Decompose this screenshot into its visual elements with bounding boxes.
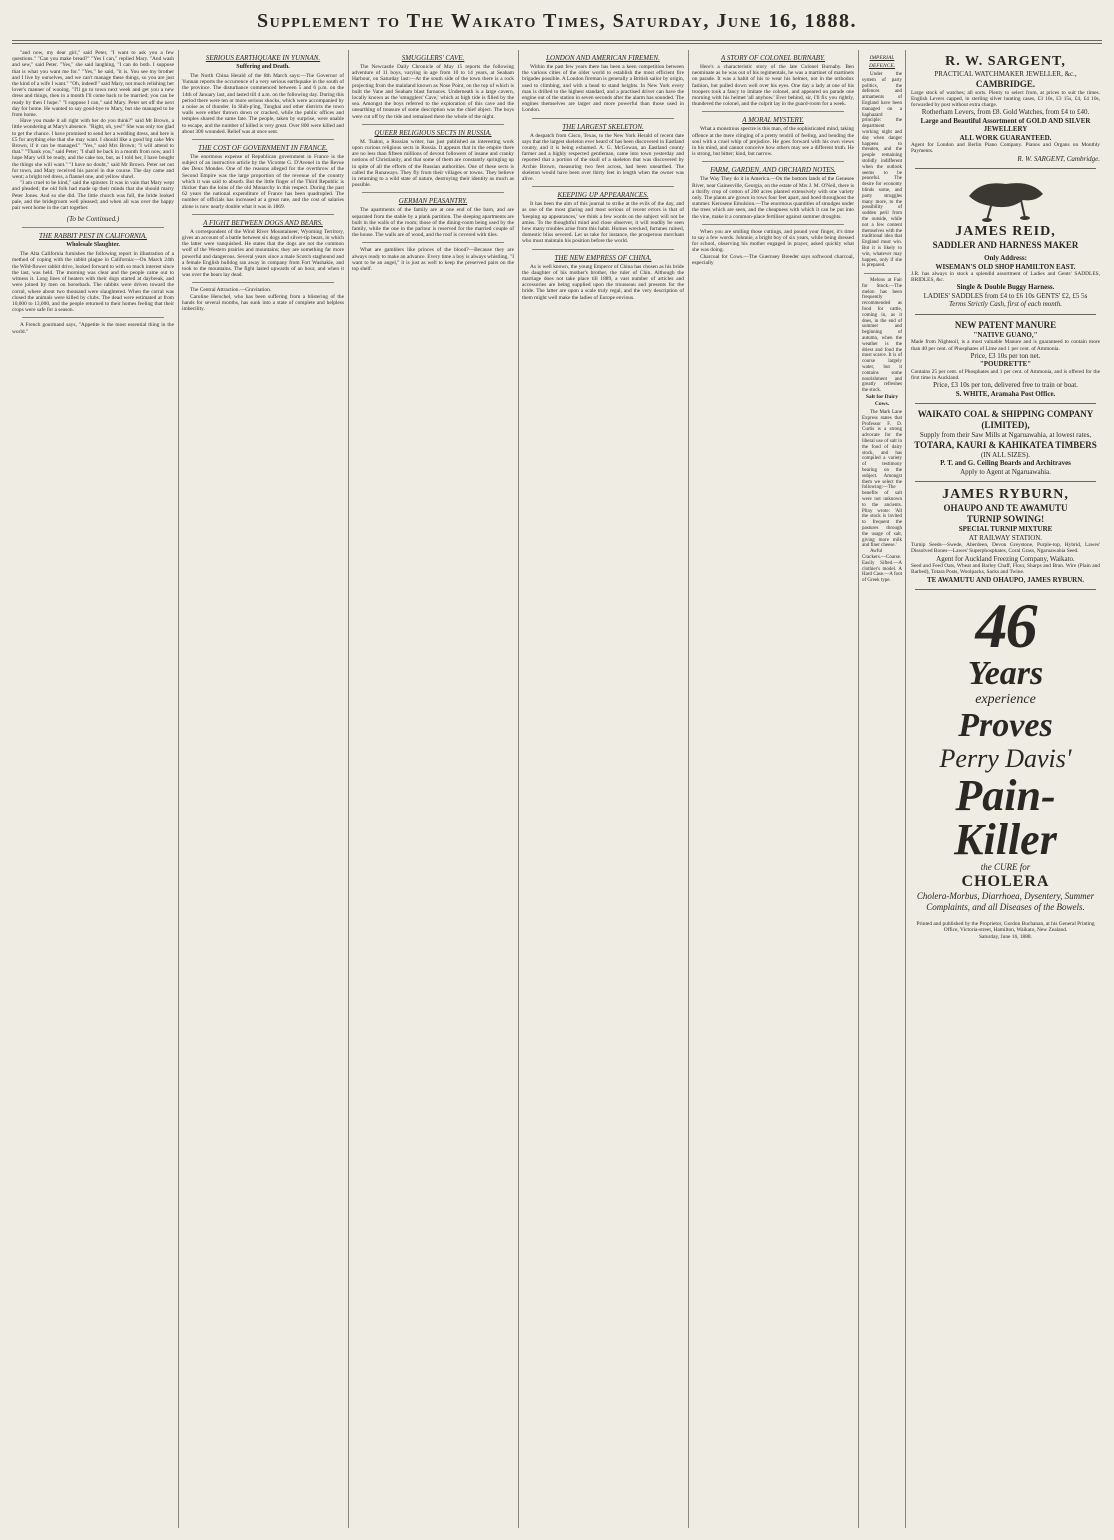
advert-manure-price: Price, £3 10s per ton net. (970, 351, 1041, 360)
article-text: The North China Herald of the 8th March says:—The Governor of Yunnan reports the occurrence of a very serious earthquake in the south of the province. The disturbance commenced between 5 and 6 p.m. on the 14th of January last, and lasted till 4 a.m. on the following day. During this period there were ten or more serious shocks, which were accompanied by a noise as of thunder. In Shih-p'ing, Tunghai and other districts the town walls were either thrown down or cracked, while the public offices and temples shared the same fate. The people, taken by surprise, were unable to escape, and the number of killed is very great. Over 800 were killed and about 300 wounded. Relief was at once sent. (182, 73, 344, 135)
pd-cure: the CURE for (980, 862, 1031, 873)
section-rule (192, 282, 334, 283)
column-rule (905, 50, 906, 1528)
advert-reid-body: J.R. has always in stock a splendid assortment of Ladies and Gents' SADDLES, BRIDLES, &c. (911, 271, 1100, 284)
advert-ryburn-turnip: TURNIP SOWING! (966, 514, 1045, 525)
article-text: Melons at Fair for Stock.—The melon has been frequently recommended as food for cattle, coming in, as it does, in the end of summer and beginning of autumn, when the weather is the driest and food the most scarce. It is of course largely water, but it contains some nourishment and greatly refreshes the stock. (862, 278, 902, 394)
headline-smugglers-cave: SMUGGLERS' CAVE. (401, 54, 465, 62)
advert-ryburn-signature: TE AWAMUTU AND OHAUPO, JAMES RYBURN. (926, 575, 1085, 584)
advert-reid-shop: WISEMAN'S OLD SHOP HAMILTON EAST. (935, 262, 1076, 271)
article-text: A despatch from Cisco, Texas, to the New York Herald of recent date says that the largest skeleton ever heard of has been discovered in Eastland county, and it is being exhumed. A. G. McGowan, an Eastland county farmer and a highly respected gentleman, came into town yesterday and reported that a portion of the skull of a skeleton that was discovered by Archie Brown, measuring two feet across, had been unearthed. The skeleton would have been over thirty feet in length when the owner was alive. (522, 132, 684, 183)
advert-sargent-warrant: ALL WORK GUARANTEED. (959, 133, 1052, 142)
subheadline-earthquake: Suffering and Death. (236, 64, 290, 70)
advert-poudrette-name: "POUDRETTE" (979, 360, 1032, 369)
pd-ailments: Cholera-Morbus, Diarrhoea, Dysentery, Summer Complaints, and all Diseases of the Bowels. (916, 891, 1095, 913)
advert-coal-sizes: (IN ALL SIZES). (981, 450, 1030, 459)
advert-rule (915, 403, 1096, 404)
article-text: The Alta California furnishes the following report in illustration of a method of coping with the rabbit plague in California:—On March 24th the Wild-flower rabbit drive, looked forward to with so much interest since the last, was held. The morning was clear and the people came out to witness it. Long lines of beaters with their dogs started at daybreak, and were joined by men on horseback. The rabbits were driven toward the corral, where about two thousand were slaughtered. When the corral was closed the animals were killed by clubs. The dead were estimated at from 10,000 to 13,000, and the people returned to their homes feeling that their crops were safe for a season. (12, 251, 174, 314)
section-rule (362, 192, 504, 193)
article-text: Have you made it all right with her do you think?" said Mr Brown, a little wondering at Mary's absence. "Right, oh, yes!" She was only too glad to get the chance. I have promised to send her a wedding dress, and here is £5 for anything else that she may want. I should like a good big cake Mrs Brown, if it can be managed." "Yes," said Mrs Brown; "I will attend to that." "Thank you," said Peter; "I shall be back in a month from now, and I hope Mary will be ready, and the cake too, but, as I told her, I have bought the things she will want." "I have no doubt," said Mr Brown. Peter set out for town, and Mary received his parcel in due course. The day came and went; a bright red dress, a flannel one, and yellow shawl. (12, 118, 174, 181)
headline-farm-notes: FARM, GARDEN, AND ORCHARD NOTES. (710, 166, 836, 175)
section-rule (22, 317, 164, 318)
section-rule (864, 273, 900, 274)
advert-rule (915, 481, 1096, 482)
article-text: The enormous expense of Republican government in France is the subject of an instructive article by the Vicomte G. D'Avenel in the Revue des Deux Mondes. One of the reasons alleged for the overthrow of the Second Empire was the large proportion of the revenue of the country which it was said to absorb. But the little finger of the Third Republic is thicker than the loins of the old Monarchy in this respect. During the past 62 years the national expenditure of France has been quadrupled. The number of officials has increased at a great rate, and the cost of salaries alone is now nearly double what it was in 1869. (182, 154, 344, 210)
article-text: "I am cruel to be kind," said the spinster. It was in vain that Mary wept and pleaded; the old folk had made up their minds that she should marry Peter Jones. And so she did. The little church was full, the bride looked pale, and the bridegroom well pleased; and when all was over the happy pair went home in the cart together. (12, 180, 174, 212)
column-6 (862, 50, 902, 1530)
column-2 (182, 50, 344, 1530)
advert-ryburn-agent: Agent for Auckland Freezing Company, Waikato. (936, 554, 1075, 563)
pd-years: Years (967, 655, 1044, 693)
section-rule (702, 111, 844, 112)
article-text: What a monstrous spectre is this man, of the sophisticated mind, taking offence at the mere clinging of a pretty tendril of feeling, and bending the soul with a cruel whip of prejudice. He goes forward with his own views in his mind, and cannot conceive how others may see a different truth. He is strong, but bitter; kind, but narrow. (692, 126, 854, 158)
saddle-icon (961, 174, 1051, 222)
article-text: The Way They do it in America.—On the bottom lands of the Genesee River, near Gainesville, Georgia, on the estate of Mrs J. M. O'Neil, there is a thrifty crop of cotton of 200 acres planted extensively with one variety only. The plants are grown in rows four feet apart, and hoed throughout the summer. Kerosene Emulsion.—The enormous quantities of smudges under the trees which are seen, and the cheapness with which it can be put into the vine, make it a common-place fertiliser against summer droughts. (692, 176, 854, 220)
advert-coal-apply: Apply to Agent at Ngaruawahia. (960, 467, 1051, 476)
continued-note: (To be Continued.) (66, 215, 120, 224)
headline-appearances: KEEPING UP APPEARANCES. (557, 191, 649, 200)
article-text: It has been the aim of this journal to strike at the evils of the day, and as one of the most glaring and most serious of recent errors is that of 'keeping up appearances,' we think a few words on the subject will not be amiss. To the thoughtful mind and close observer, it will readily be seen how many troubles arise from this habit. Homes wrecked, fortunes ruined, domestic bliss severed. Let us take for instance, the prosperous merchant who must maintain his position before the world. (522, 201, 684, 245)
advert-ryburn-seeds: Turnip Seeds—Swede, Aberdeen, Devon Greystone, Purple-top, Hybrid, Lawes' Dissolved Bones—Lawes' Superphosphates, Coral Grass, Ngaruawahia Seed. (911, 542, 1100, 555)
pd-cholera: CHOLERA (961, 873, 1050, 891)
advert-manure-name: "NATIVE GUANO," (973, 330, 1038, 339)
advert-ryburn-station: AT RAILWAY STATION. (968, 533, 1043, 542)
section-rule (532, 249, 674, 250)
headline-burnaby: A STORY OF COLONEL BURNABY. (720, 54, 826, 62)
article-text: A correspondent of the Wind River Mountaineer, Wyoming Territory, gives an account of a battle between six dogs and silver-tip bears, in which the latter were vanquished. He states that the dogs are not the common wolf of the Western prairies and mountains; they are something far more powerful and dangerous. Several years since a male Scotch staghound and a female English bulldog ran away in company from Fort Washakie, and took to the mountains. The fight lasted upwards of an hour, and when it was over the bears lay dead. (182, 228, 344, 279)
pd-brand: Perry Davis' (939, 744, 1072, 774)
column-rule (688, 50, 689, 1528)
article-text: "and now, my dear girl," said Peter, "I want to ask you a few questions." "Can you make bread?" "Yes I can," replied Mary. "And wash and sew," said Peter. "Yes," she said laughing, "I can do both. I suppose that is what you want me for." "Yes," he said, "it is. You see my brother and I live by ourselves, and we can't manage these things, so you are just the kind of a wife I want." "Oh, indeed!" said Mary, not much relishing her lover's manner of wooing. "I'll go to town next week and get you a new dress and things, then in a month I'll come back to be married; you can be ready by then I hope." "I suppose I can," said Mary. Peter set off the next day for home. He wanted to say good-bye to Mary, but she managed to be from home. (12, 50, 174, 119)
imprint: Printed and published by the Proprietor, Gordon Buchanan, at his General Printing Office, Victoria-street, Hamilton, Waikato, New Zealand. (916, 921, 1095, 934)
advert-sargent-gold: Large and Beautiful Assortment of GOLD AND SILVER JEWELLERY (920, 116, 1091, 134)
article-text: The apartments of the family are at one end of the barn, and are separated from the stable by a plank partition. The sleeping apartments are built in the walls of the room; those of the dining-room being used by the family, while the one in the parlour is reserved for the married couple of the house. The walls are of wood, and the roof is covered with tiles. (352, 207, 514, 239)
advert-sargent-stock: Rotherham Levers, from £8. Gold Watches, from £4 to £40. (921, 108, 1090, 117)
headline-russia-sects: QUEER RELIGIOUS SECTS IN RUSSIA. (374, 128, 492, 137)
column-rule (858, 50, 859, 1528)
pd-killer: Killer (954, 815, 1057, 865)
advert-perry-davis (909, 590, 1102, 913)
advert-poudrette-body: Contains 25 per cent. of Phosphates and 1 per cent. of Ammonia, and is offered for the first time in Auckland. (911, 368, 1100, 382)
article-text: As is well known, the young Emperor of China has chosen as his bride the daughter of his mother's brother, the ruler of Chin. Although the marriage does not take place till 1889, a vast number of articles and accessories are being supplied upon the trousseau and presents for the bride. The latter are upon a scale truly regal, and the very description of them might well make the ladies of Europe envious. (522, 263, 684, 301)
headline-empress-china: THE NEW EMPRESS OF CHINA. (554, 253, 652, 262)
advert-reid-harness: Single & Double Buggy Harness. (956, 283, 1055, 292)
section-rule (532, 118, 674, 119)
column-3 (352, 50, 514, 1530)
article-text: Under the system of party politics, the defences and armaments of England have been managed on a haphazard principle: the department working night and day when danger happens to threaten, and the people remaining stolidly indifferent when the outlook seems to be peaceful. The desire for economy blinds some, and party struggles many more, to the possibility of sudden peril from the outside, while not a few content themselves with the traditional idea that England must win. But it is likely to win, whatever may happen, only if she is prepared. (862, 72, 902, 269)
column-5 (692, 50, 854, 1530)
column-rule (178, 50, 179, 1528)
column-4 (522, 50, 684, 1530)
article-text: Within the past few years there has been a keen competition between the various cities of the older world to establish the most efficient fire brigades possible. A London fireman is generally a British sailor by origin, used to climbing, and with a head to stand heights. In New York every man is drilled to the highest standard, and a practised driver can have the engine out of the station in seven seconds after the alarm has sounded. The engines themselves are larger and more powerful than those used in London. (522, 64, 684, 114)
pd-number: 46 (975, 590, 1036, 662)
column-rule (518, 50, 519, 1528)
headline-france: THE COST OF GOVERNMENT IN FRANCE. (198, 144, 328, 153)
section-rule (192, 139, 334, 140)
column-1 (12, 50, 174, 1530)
advert-manure-body: Made from Nightsoil, is a most valuable Manure and is guaranteed to contain more than 40 per cent. of Phosphates of Lime and 1 per cent. of Ammonia. (911, 339, 1100, 352)
advert-reid-only: Only Address: (984, 254, 1027, 263)
advert-ryburn-town: OHAUPO AND TE AWAMUTU (943, 503, 1068, 514)
headline-skeleton: THE LARGEST SKELETON. (562, 122, 644, 131)
advert-ryburn-special: SPECIAL TURNIP MIXTURE (958, 525, 1053, 534)
article-text: The Central Attraction.—Gravitation. (190, 287, 272, 294)
advert-waikato-coal (911, 409, 1100, 476)
section-rule (192, 214, 334, 215)
advert-coal-name: WAIKATO COAL & SHIPPING COMPANY (LIMITED), (917, 409, 1094, 431)
headline-moral-mystery: A MORAL MYSTERY. (742, 116, 804, 125)
article-text: Caroline Herschel, who has been suffering from a blistering of the hands for several months, has sunk into a state of complete and helpless imbecility. (182, 293, 344, 313)
advert-column (909, 50, 1102, 1530)
advert-sargent (911, 54, 1100, 163)
masthead-rule (12, 40, 1102, 41)
advert-sargent-town: CAMBRIDGE. (975, 78, 1036, 89)
advert-ryburn (911, 487, 1100, 584)
advert-poudrette-price: Price, £3 10s per ton, delivered free to train or boat. (933, 381, 1078, 390)
masthead-rule-double (12, 43, 1102, 44)
imprint-date: Saturday, June 16, 1888. (979, 934, 1032, 941)
column-rule (348, 50, 349, 1528)
section-rule (22, 227, 164, 228)
article-text: Here's a characteristic story of the late Colonel Burnaby. Ben neominate as he was out of his regimentals, he was a martinet of martinets on parade. It was a habit of his to wear his helmet, not in the orthodox fashion, but pulled down well over his eyes. One day a lady at one of his troopers took a fancy to imitate the colonel, and appeared on parade one morning with his helmet 'all anyhow.' Ever behind, sir, I'll fix you rightly, thundered the colonel, and the culprit lay in the guard-room for a week. (692, 64, 854, 108)
advert-sargent-trade: PRACTICAL WATCHMAKER JEWELLER, &c., (934, 70, 1077, 78)
article-text: Charcoal for Cows.—The Guernsey Breeder says softwood charcoal, especially (692, 253, 854, 266)
advert-manure-title: NEW PATENT MANURE (954, 319, 1057, 330)
pd-proves: Proves (958, 707, 1053, 745)
headline-dogs-bears: A FIGHT BETWEEN DOGS AND BEARS. (203, 218, 323, 227)
headline-german-peasantry: GERMAN PEASANTRY. (398, 197, 468, 206)
advert-sargent-signature: R. W. SARGENT, Cambridge. (1017, 154, 1100, 163)
advert-reid (911, 174, 1100, 309)
article-text: M. Tsakni, a Russian writer, has just published an interesting work upon curious religious sects in Russia. It appears that in the empire there are no less than fifteen millions of devout followers of insane and cranky notions of Christianity, and that some of them are constantly springing up in spite of all the efforts of the Russian authorities. One of these sects is called the Runaways. They fly from their villages or towns. They believe in returning to a wild state of nature, destroying their identity as much as possible. (352, 138, 514, 189)
article-text: What are gamblers like princes of the blood?—Because they are always ready to make an advance. Every time a boy is always whistling, "I want to be an angel," it is just as well to keep the preserved pairs on the top shelf. (352, 247, 514, 273)
article-text: When you are smiling those cuttings, and pound your finger, it's time to say a few words. Johnnie, a bright boy of six years, while being dressed for school, observing his mother engaged in prayer, asked quickly what she was doing. (692, 228, 854, 254)
article-text: The Mark Lane Express states that Professor F. D. Curtis is a strong advocate for the liberal use of salt in the food of dairy stock, and has compiled a variety of testimony bearing on the subject. Amongst them we select the following:—The benefits of salt were not unknown to the ancients. Pliny wrote: 'All the stock is invited to frequent the pastures through the usage of salt, giving more milk and finer cheese.' (862, 410, 902, 549)
advert-rule (915, 314, 1096, 315)
advert-sargent-body: Large stock of watches; all sorts. Plenty to select from, at prices to suit the times. English Levers capped, in sterling silver hunting cases, £3 10s, £3 15s, £4, £4 10s, forwarded by post without extra charge. (911, 89, 1100, 108)
advert-rule (915, 168, 1096, 169)
advert-reid-prices: LADIES' SADDLES from £4 to £6 10s GENTS' £2, £5 5s (923, 291, 1088, 300)
subheadline-salt: Salt for Dairy Cows. (865, 394, 899, 408)
article-text: A French gourmand says, "Appetite is the most essential thing in the world." (12, 322, 174, 335)
section-rule (362, 242, 504, 243)
advert-reid-trade: SADDLER AND HARNESS MAKER (932, 240, 1079, 251)
advert-white-name: S. WHITE, Aramaha Post Office. (955, 389, 1056, 398)
advert-coal-timbers: TOTARA, KAURI & KAHIKATEA TIMBERS (914, 439, 1097, 450)
headline-imperial-defence: IMPERIAL DEFENCE. (868, 55, 896, 69)
section-rule (362, 124, 504, 125)
article-text: Awful Crackers.—Coarse. Easily Sifted.—A clothier's model. A Hard Case.—A foot of Greek type. (862, 549, 902, 584)
advert-ryburn-name: JAMES RYBURN, (942, 487, 1069, 503)
advert-sargent-agent: Agent for London and Berlin Piano Company. Pianos and Organs on Monthly Payments. (911, 142, 1100, 155)
headline-earthquake: SERIOUS EARTHQUAKE IN YUNNAN. (205, 54, 321, 62)
advert-ryburn-oats: Seed and Feed Oats, Wheat and Barley Chaff, Flour, Sharps and Bran. Wire (Plain and Barbed), Totara Posts, Woolpacks, Sacks and Twine. (911, 563, 1100, 576)
advert-manure (911, 320, 1100, 398)
pd-pain: Pain- (955, 771, 1056, 821)
headline-firemen: LONDON AND AMERICAN FIREMEN. (546, 54, 660, 62)
section-rule (702, 161, 844, 162)
masthead: Supplement to The Waikato Times, Saturday, June 16, 1888. (257, 10, 857, 32)
section-rule (702, 224, 844, 225)
headline-rabbit-pest: THE RABBIT PEST IN CALIFORNIA. (38, 232, 148, 241)
advert-reid-terms: Terms Strictly Cash, first of each month. (949, 300, 1062, 309)
advert-reid-name: JAMES REID, (955, 224, 1056, 240)
subheadline-rabbit: Wholesale Slaughter. (66, 242, 120, 249)
advert-coal-supply: Supply from their Saw Mills at Ngaruawahia, at lowest rates, (919, 431, 1092, 440)
pd-experience: experience (975, 692, 1036, 708)
article-text: The Newcastle Daily Chronicle of May 15 reports the following adventure of 11 boys, varying in age from 10 to 14 years, at Seaham Harbour, on Saturday last:—At the south side of the town there is a rock projecting from the mainland known as Nose Point, on the top of which is built the Vane and Seaham blast furnaces. Underneath is a large cavern, locally known as the 'smugglers' Cave,' which at high tide is filled by the sea. Amongst the boys referred to the exploration of this cave and the unearthing of treasure of some description was the chief object. The boys were cut off by the tide and remained there the whole of the night. (352, 64, 514, 120)
advert-sargent-name: R. W. SARGENT, (945, 54, 1066, 69)
advert-coal-boards: P. T. and G. Ceiling Boards and Architraves (940, 459, 1071, 468)
section-rule (532, 186, 674, 187)
